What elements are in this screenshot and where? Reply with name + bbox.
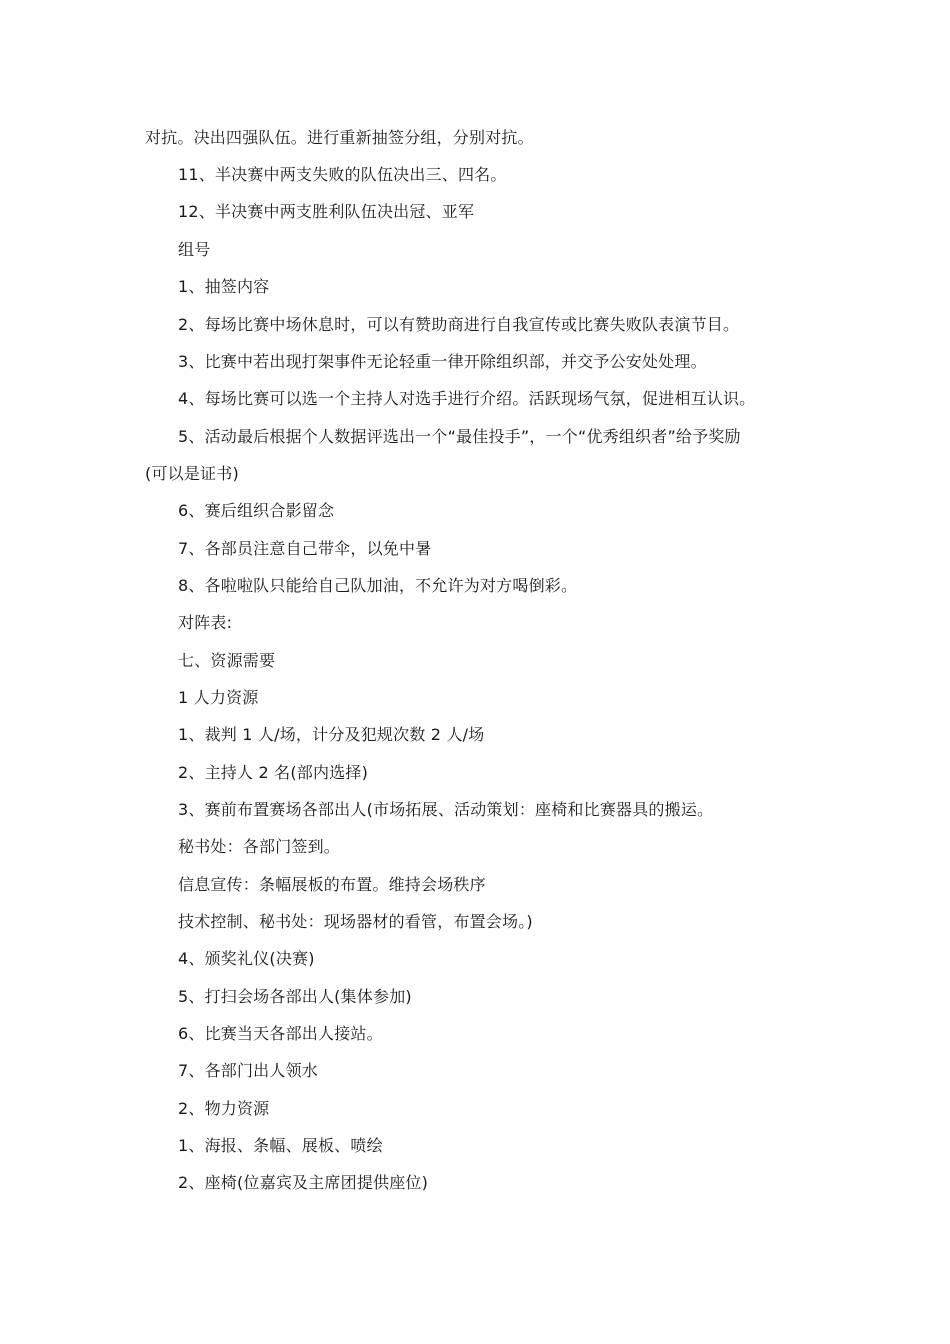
list-item-pickup: 6、比赛当天各部出人接站。	[178, 1024, 383, 1043]
section-label-bracket: 对阵表:	[178, 613, 233, 632]
list-item-halftime: 2、每场比赛中场休息时，可以有赞助商进行自我宣传或比赛失败队表演节目。	[178, 315, 740, 334]
section-heading-resources: 七、资源需要	[178, 651, 276, 670]
list-item-12: 12、半决赛中两支胜利队伍决出冠、亚军	[178, 202, 475, 221]
list-item-group-photo: 6、赛后组织合影留念	[178, 501, 335, 520]
subheading-material-resources: 2、物力资源	[178, 1099, 270, 1118]
section-label-group-number: 组号	[178, 240, 211, 259]
paragraph-continuation: 对抗。决出四强队伍。进行重新抽签分组，分别对抗。	[145, 128, 534, 147]
list-item-11: 11、半决赛中两支失败的队伍决出三、四名。	[178, 165, 507, 184]
subheading-human-resources: 1 人力资源	[178, 688, 259, 707]
list-item-venue-setup: 3、赛前布置赛场各部出人(市场拓展、活动策划：座椅和比赛器具的搬运。	[178, 800, 714, 819]
list-item-ceremony: 4、颁奖礼仪(决赛)	[178, 949, 315, 968]
venue-setup-secretariat: 秘书处：各部门签到。	[178, 837, 341, 856]
list-item-cheerleaders: 8、各啦啦队只能给自己队加油，不允许为对方喝倒彩。	[178, 576, 578, 595]
list-item-host: 4、每场比赛可以选一个主持人对选手进行介绍。活跃现场气氛，促进相互认识。	[178, 389, 756, 408]
list-item-referee: 1、裁判 1 人/场，计分及犯规次数 2 人/场	[178, 725, 485, 744]
venue-setup-publicity: 信息宣传：条幅展板的布置。维持会场秩序	[178, 875, 486, 894]
list-item-cleanup: 5、打扫会场各部出人(集体参加)	[178, 987, 412, 1006]
list-item-water: 7、各部门出人领水	[178, 1061, 318, 1080]
list-item-seats: 2、座椅(位嘉宾及主席团提供座位)	[178, 1173, 429, 1192]
list-item-posters: 1、海报、条幅、展板、喷绘	[178, 1136, 383, 1155]
list-item-hosts: 2、主持人 2 名(部内选择)	[178, 763, 369, 782]
venue-setup-tech: 技术控制、秘书处：现场器材的看管，布置会场。)	[178, 912, 533, 931]
list-item-draw-content: 1、抽签内容	[178, 277, 270, 296]
list-item-umbrella: 7、各部员注意自己带伞，以免中暑	[178, 539, 432, 558]
list-item-awards: 5、活动最后根据个人数据评选出一个“最佳投手”，一个“优秀组织者”给予奖励	[178, 427, 741, 446]
list-item-fighting-rule: 3、比赛中若出现打架事件无论轻重一律开除组织部，并交予公安处处理。	[178, 352, 707, 371]
list-item-awards-continuation: (可以是证书)	[145, 464, 239, 483]
